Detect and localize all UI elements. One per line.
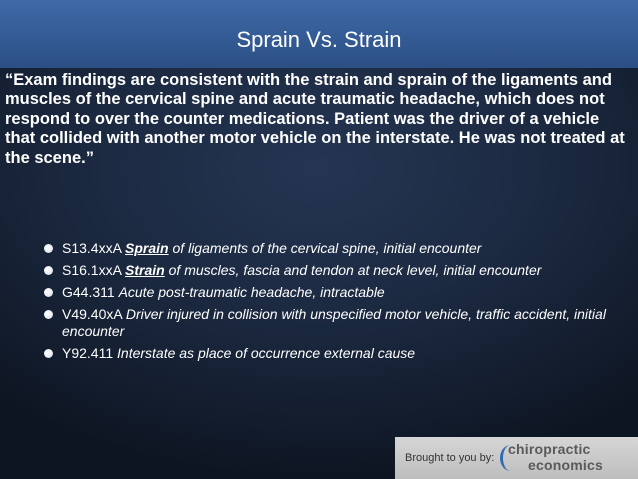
list-item [42, 240, 622, 257]
bullet-icon [44, 288, 53, 297]
code-description: Acute post-traumatic headache, intractable [118, 284, 385, 300]
slide-title: Sprain Vs. Strain [236, 27, 402, 52]
icd-code: S16.1xxA [62, 262, 122, 278]
icd-code: S13.4xxA [62, 240, 122, 256]
bullet-icon [44, 349, 53, 358]
bullet-icon [44, 310, 53, 319]
bullet-icon [44, 244, 53, 253]
list-item [42, 284, 622, 301]
code-description: of ligaments of the cervical spine, initial encounter [168, 240, 482, 256]
keyword-sprain: Sprain [125, 240, 169, 256]
icd-code: Y92.411 [62, 345, 114, 361]
list-item [42, 306, 622, 340]
icd-code: V49.40xA [62, 306, 122, 322]
logo-text-line1: chiropractic [508, 441, 591, 457]
list-item [42, 262, 622, 279]
code-description: Interstate as place of occurrence external cause [117, 345, 416, 361]
icd-code-list [42, 240, 622, 367]
code-description: of muscles, fascia and tendon at neck level, initial encounter [164, 262, 542, 278]
keyword-strain: Strain [125, 262, 165, 278]
bullet-icon [44, 266, 53, 275]
list-item [42, 345, 622, 362]
code-description: Driver injured in collision with unspecified motor vehicle, traffic accident, initial encounter [62, 306, 606, 339]
logo-text-line2: economics [528, 457, 603, 473]
brought-by-label: Brought to you by: [405, 452, 495, 464]
exam-quote: “Exam findings are consistent with the strain and sprain of the ligaments and muscles of the cervical spine and acute traumatic headache, which does not respond to over the counter medications. Patient was the driver of a vehicle that collided with another motor vehicle on the interstate. He was not treated at the scene.” [5, 71, 625, 167]
icd-code: G44.311 [62, 284, 115, 300]
chiropractic-economics-logo [500, 437, 630, 477]
